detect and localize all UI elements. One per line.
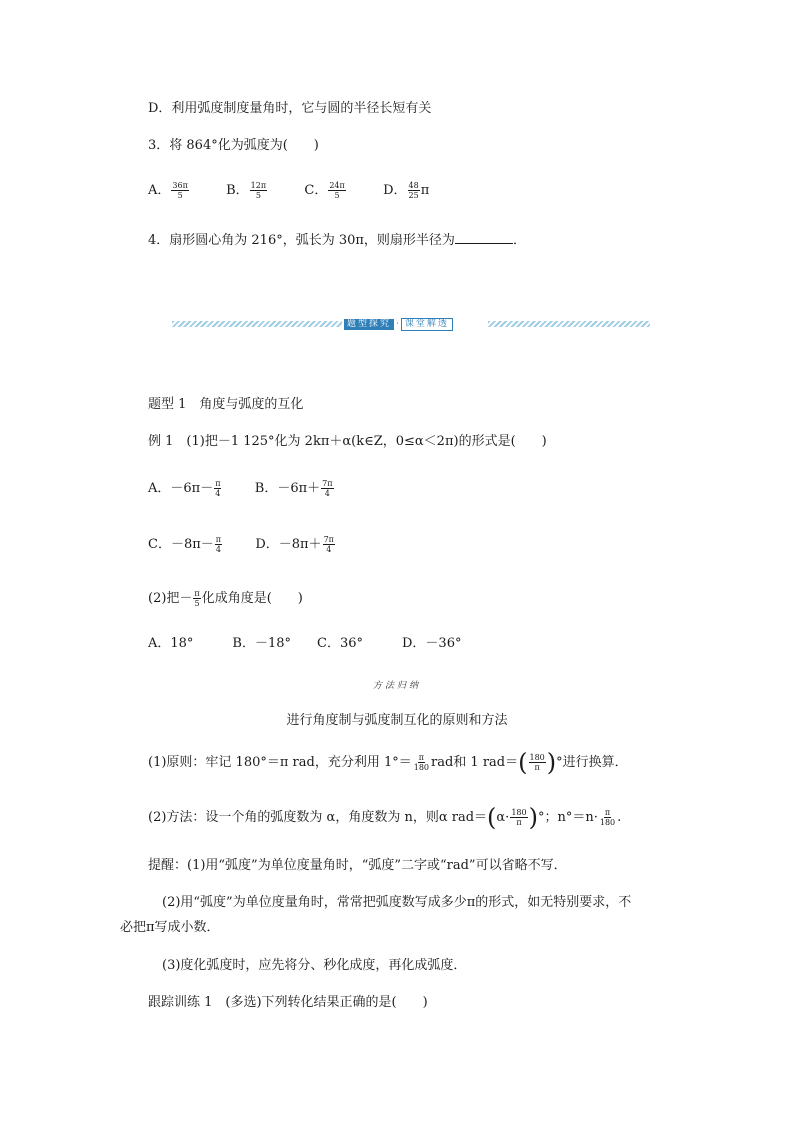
question-3-stem: 3．将 864°化为弧度为( ) — [148, 138, 319, 153]
banner-tag: 题型探究 · 课堂解透 — [344, 318, 453, 330]
example-1-part-2: (2)把－ $\frac{\pi}{5}$ 化成角度是( ) — [148, 589, 303, 608]
banner-stripe-right — [488, 321, 650, 327]
tip-1: 提醒：(1)用“弧度”为单位度量角时，“弧度”二字或“rad”可以省略不写． — [148, 858, 567, 873]
question-option-d: D．利用弧度制度量角时，它与圆的半径长短有关 — [148, 101, 432, 116]
question-3-options — [148, 181, 429, 200]
option-a: A． $\frac{36\pi}{5}$ — [148, 181, 188, 200]
example-1-part-2-options: A．18° B．－18° C．36° D．－36° — [148, 636, 462, 651]
option-c: C． $\frac{24\pi}{5}$ — [304, 181, 345, 200]
method-title: 方法归纳 — [372, 681, 421, 691]
example-1-options-cd — [148, 535, 336, 554]
answer-blank — [455, 231, 513, 244]
option-b: B． $\frac{12\pi}{5}$ — [226, 181, 267, 200]
banner-stripe-left — [172, 321, 342, 327]
option-a: A．－6π－ $\frac{\pi}{4}$ — [148, 479, 221, 498]
tip-2-line-2: 必把π写成小数． — [120, 920, 220, 935]
method-formula: (2)方法：设一个角的弧度数为 α，角度数为 n，则α rad＝(α· $\frac{180}{\pi}$ )°；n°＝n· $\frac{\pi}{180}$ . — [148, 803, 622, 832]
topic-heading: 题型 1 角度与弧度的互化 — [148, 397, 304, 412]
example-1-stem: 例 1 (1)把－1 125°化为 2kπ＋α(k∈Z，0≤α＜2π)的形式是( ) — [148, 434, 547, 449]
question-4: 4．扇形圆心角为 216°，弧长为 30π，则扇形半径为 ． — [148, 233, 526, 248]
tip-3: (3)度化弧度时，应先将分、秒化成度，再化成弧度． — [162, 958, 467, 973]
practice-1: 跟踪训练 1 (多选)下列转化结果正确的是( ) — [148, 995, 428, 1010]
option-c: C．－8π－ $\frac{\pi}{4}$ — [148, 535, 222, 554]
option-d: D． $\frac{48}{25}$ π — [383, 181, 430, 200]
section-banner — [172, 318, 650, 330]
example-1-options-ab — [148, 479, 335, 498]
option-b: B．－6π＋ $\frac{7\pi}{4}$ — [254, 479, 333, 498]
tip-2-line-1: (2)用“弧度”为单位度量角时，常常把弧度数写成多少π的形式，如无特别要求，不 — [162, 895, 632, 910]
method-heading: 进行角度制与弧度制互化的原则和方法 — [286, 713, 508, 728]
option-d: D．－8π＋ $\frac{7\pi}{4}$ — [255, 535, 334, 554]
method-principle: (1)原则：牢记 180°＝π rad，充分利用 1°＝ $\frac{\pi}{180}$ rad和 1 rad＝( $\frac{180}{\pi}$ )°进行换算． — [148, 748, 628, 777]
